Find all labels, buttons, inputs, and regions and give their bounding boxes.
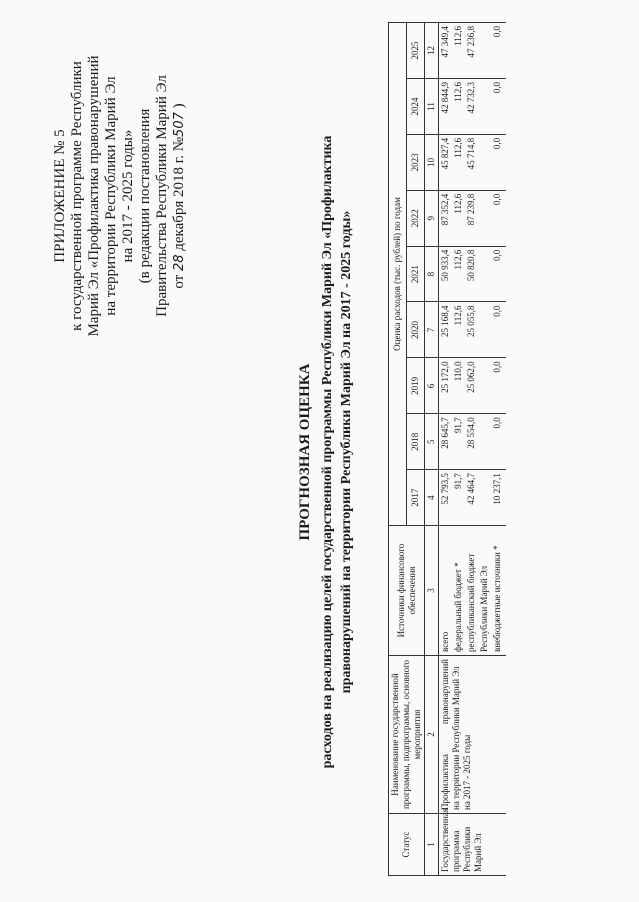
header-year: 2024 — [407, 79, 425, 135]
column-number: 11 — [425, 79, 439, 135]
date-text: декабря 2018 г. № — [171, 136, 187, 251]
value — [479, 417, 492, 466]
date-day: 28 — [172, 254, 187, 272]
value: 112,6 — [453, 305, 463, 326]
value — [479, 473, 492, 522]
appendix-line: на 2017 - 2025 годы» — [120, 129, 136, 263]
appendix-line: к государственной программе Республики — [69, 61, 85, 331]
value: 91,7 — [453, 473, 463, 489]
source-item: Республики Марий Эл — [479, 565, 489, 652]
status-line: Государственная — [440, 808, 450, 872]
value: 25 055,8 — [466, 305, 476, 337]
value: 112,6 — [453, 26, 463, 46]
header-year: 2021 — [407, 246, 425, 302]
status-line: программа — [451, 830, 461, 872]
year-2020-values — [439, 302, 507, 358]
value: 45 714,8 — [466, 137, 476, 170]
column-number: 1 — [425, 814, 439, 876]
value: 47 349,4 — [440, 26, 450, 58]
header-year: 2022 — [407, 190, 425, 246]
value: 42 844,9 — [440, 82, 450, 114]
header-year: 2025 — [407, 23, 425, 79]
column-number: 10 — [425, 134, 439, 190]
column-number: 8 — [425, 246, 439, 302]
value — [479, 82, 492, 131]
value: 50 933,4 — [440, 249, 450, 282]
value: 42 732,3 — [466, 82, 476, 114]
column-number: 4 — [425, 470, 439, 526]
value: 28 554,0 — [466, 417, 476, 449]
value: 87 239,8 — [466, 193, 476, 226]
source-item: всего — [440, 631, 450, 652]
value: 28 645,7 — [440, 417, 450, 449]
value — [479, 250, 492, 299]
column-number: 3 — [425, 526, 439, 656]
document-title: ПРОГНОЗНАЯ ОЦЕНКА — [297, 363, 313, 541]
subtitle-line: расходов на реализацию целей государственной программы Республики Марий Эл «Профилактика — [320, 135, 335, 769]
value: 52 793,5 — [440, 473, 450, 505]
status-line: Марий Эл — [473, 833, 483, 872]
header-year: 2019 — [407, 358, 425, 414]
column-number: 12 — [425, 23, 439, 79]
value: 91,7 — [453, 417, 463, 433]
appendix-line: Марий Эл «Профилактика правонарушений — [86, 55, 102, 337]
status-line: Республики — [462, 826, 472, 872]
header-year: 2017 — [407, 470, 425, 526]
value: 0,0 — [492, 193, 502, 205]
value — [479, 138, 492, 187]
program-line: на территории Республики Марий Эл — [451, 666, 461, 810]
table-row — [439, 23, 507, 876]
column-number: 6 — [425, 358, 439, 414]
value: 25 168,4 — [440, 305, 450, 337]
value: 112,6 — [453, 193, 463, 214]
value — [479, 361, 492, 410]
appendix-line: ПРИЛОЖЕНИЕ № 5 — [52, 129, 68, 263]
year-2022-values — [439, 190, 507, 246]
header-name: Наименование государственной программы, подпрограммы, основного мероприятия — [389, 656, 425, 814]
value: 25 172,0 — [440, 361, 450, 393]
value: 47 236,8 — [466, 26, 476, 58]
value: 10 237,1 — [492, 473, 502, 505]
header-estimate: Оценка расходов (тыс. рублей) по годам — [389, 23, 407, 526]
year-2025-values — [439, 23, 507, 79]
column-number: 2 — [425, 656, 439, 814]
value: 42 464,7 — [466, 473, 476, 505]
value: 0,0 — [492, 417, 502, 429]
expense-table — [388, 22, 506, 876]
value: 25 062,0 — [466, 361, 476, 393]
header-year: 2023 — [407, 134, 425, 190]
source-item: республиканский бюджет — [466, 553, 476, 652]
value: 112,6 — [453, 249, 463, 270]
column-number-row — [425, 23, 439, 876]
value: 110,0 — [453, 361, 463, 382]
value: 0,0 — [492, 26, 502, 38]
column-number: 7 — [425, 302, 439, 358]
date-prefix: от — [171, 274, 187, 289]
year-2019-values — [439, 358, 507, 414]
subtitle-line: правонарушений на территории Республики Марий Эл на 2017 - 2025 годы» — [339, 210, 354, 694]
header-source: Источники финансового обеспечения — [389, 526, 425, 656]
appendix-date-line — [171, 46, 188, 346]
source-cell — [439, 526, 507, 656]
document-subtitle — [318, 42, 356, 862]
date-number: 507 — [172, 112, 187, 137]
year-2021-values — [439, 246, 507, 302]
value: 45 827,4 — [440, 137, 450, 170]
value: 50 820,8 — [466, 249, 476, 282]
value: 0,0 — [492, 82, 502, 94]
appendix-line: на территории Республики Марий Эл — [103, 76, 119, 316]
value — [479, 306, 492, 355]
appendix-line: Правительства Республики Марий Эл — [154, 75, 170, 317]
status-cell — [439, 808, 507, 876]
value — [479, 194, 492, 243]
source-item: внебюджетные источники * — [492, 545, 502, 652]
year-2018-values — [439, 414, 507, 470]
year-2023-values — [439, 134, 507, 190]
program-line: на 2017 - 2025 годы — [462, 734, 472, 810]
header-status: Статус — [389, 814, 425, 876]
year-2017-values — [439, 470, 507, 526]
header-year: 2020 — [407, 302, 425, 358]
header-year: 2018 — [407, 414, 425, 470]
appendix-line: (в редакции постановления — [137, 108, 153, 284]
column-number: 9 — [425, 190, 439, 246]
value: 87 352,4 — [440, 193, 450, 226]
value: 112,6 — [453, 137, 463, 158]
appendix-block — [52, 46, 188, 346]
program-line: Профилактика правонарушений — [440, 659, 450, 810]
value — [479, 26, 492, 75]
program-name-cell — [439, 656, 507, 814]
value: 0,0 — [492, 305, 502, 317]
value: 0,0 — [492, 137, 502, 150]
date-suffix: ) — [171, 103, 187, 109]
source-item: федеральный бюджет * — [453, 562, 463, 652]
value: 0,0 — [492, 249, 502, 261]
value: 0,0 — [492, 361, 502, 373]
value: 112,6 — [453, 82, 463, 102]
column-number: 5 — [425, 414, 439, 470]
year-2024-values — [439, 79, 507, 135]
